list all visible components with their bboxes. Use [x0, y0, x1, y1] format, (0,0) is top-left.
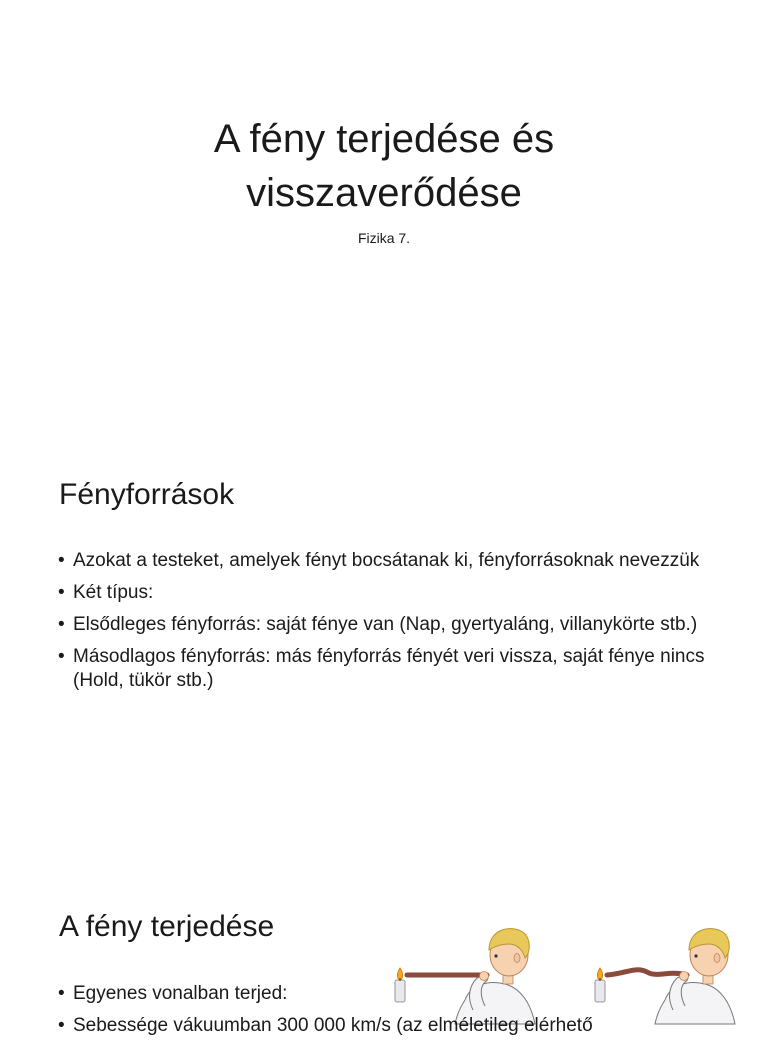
bullet-item: • Azokat a testeket, amelyek fényt bocsátanak ki, fényforrásoknak nevezzük: [58, 549, 718, 573]
slide-subtitle: Fizika 7.: [357, 230, 411, 246]
bullet-list: [58, 982, 718, 1046]
slide-title-line-2: visszaverődése: [246, 171, 522, 215]
bullet-item: • Elsődleges fényforrás: saját fénye van (Nap, gyertyaláng, villanykörte stb.): [58, 613, 718, 637]
slide-title: [0, 112, 768, 220]
bullet-item: • Egyenes vonalban terjed:: [58, 982, 718, 1006]
slide-title-line-1: A fény terjedése és: [213, 117, 555, 161]
bullet-list: [58, 549, 718, 701]
light-propagation-slide: [0, 860, 768, 1036]
bullet-item: • Két típus:: [58, 581, 718, 605]
title-slide: [0, 0, 768, 430]
slide-heading: A fény terjedése: [59, 910, 275, 943]
bullet-item: • Másodlagos fényforrás: más fényforrás fényét veri vissza, saját fénye nincs (Hold, tükör stb.): [58, 645, 718, 693]
slide-heading: Fényforrások: [59, 478, 235, 511]
bullet-item: • Sebessége vákuumban 300 000 km/s (az elméletileg elérhető: [58, 1014, 718, 1038]
light-sources-slide: [0, 430, 768, 860]
